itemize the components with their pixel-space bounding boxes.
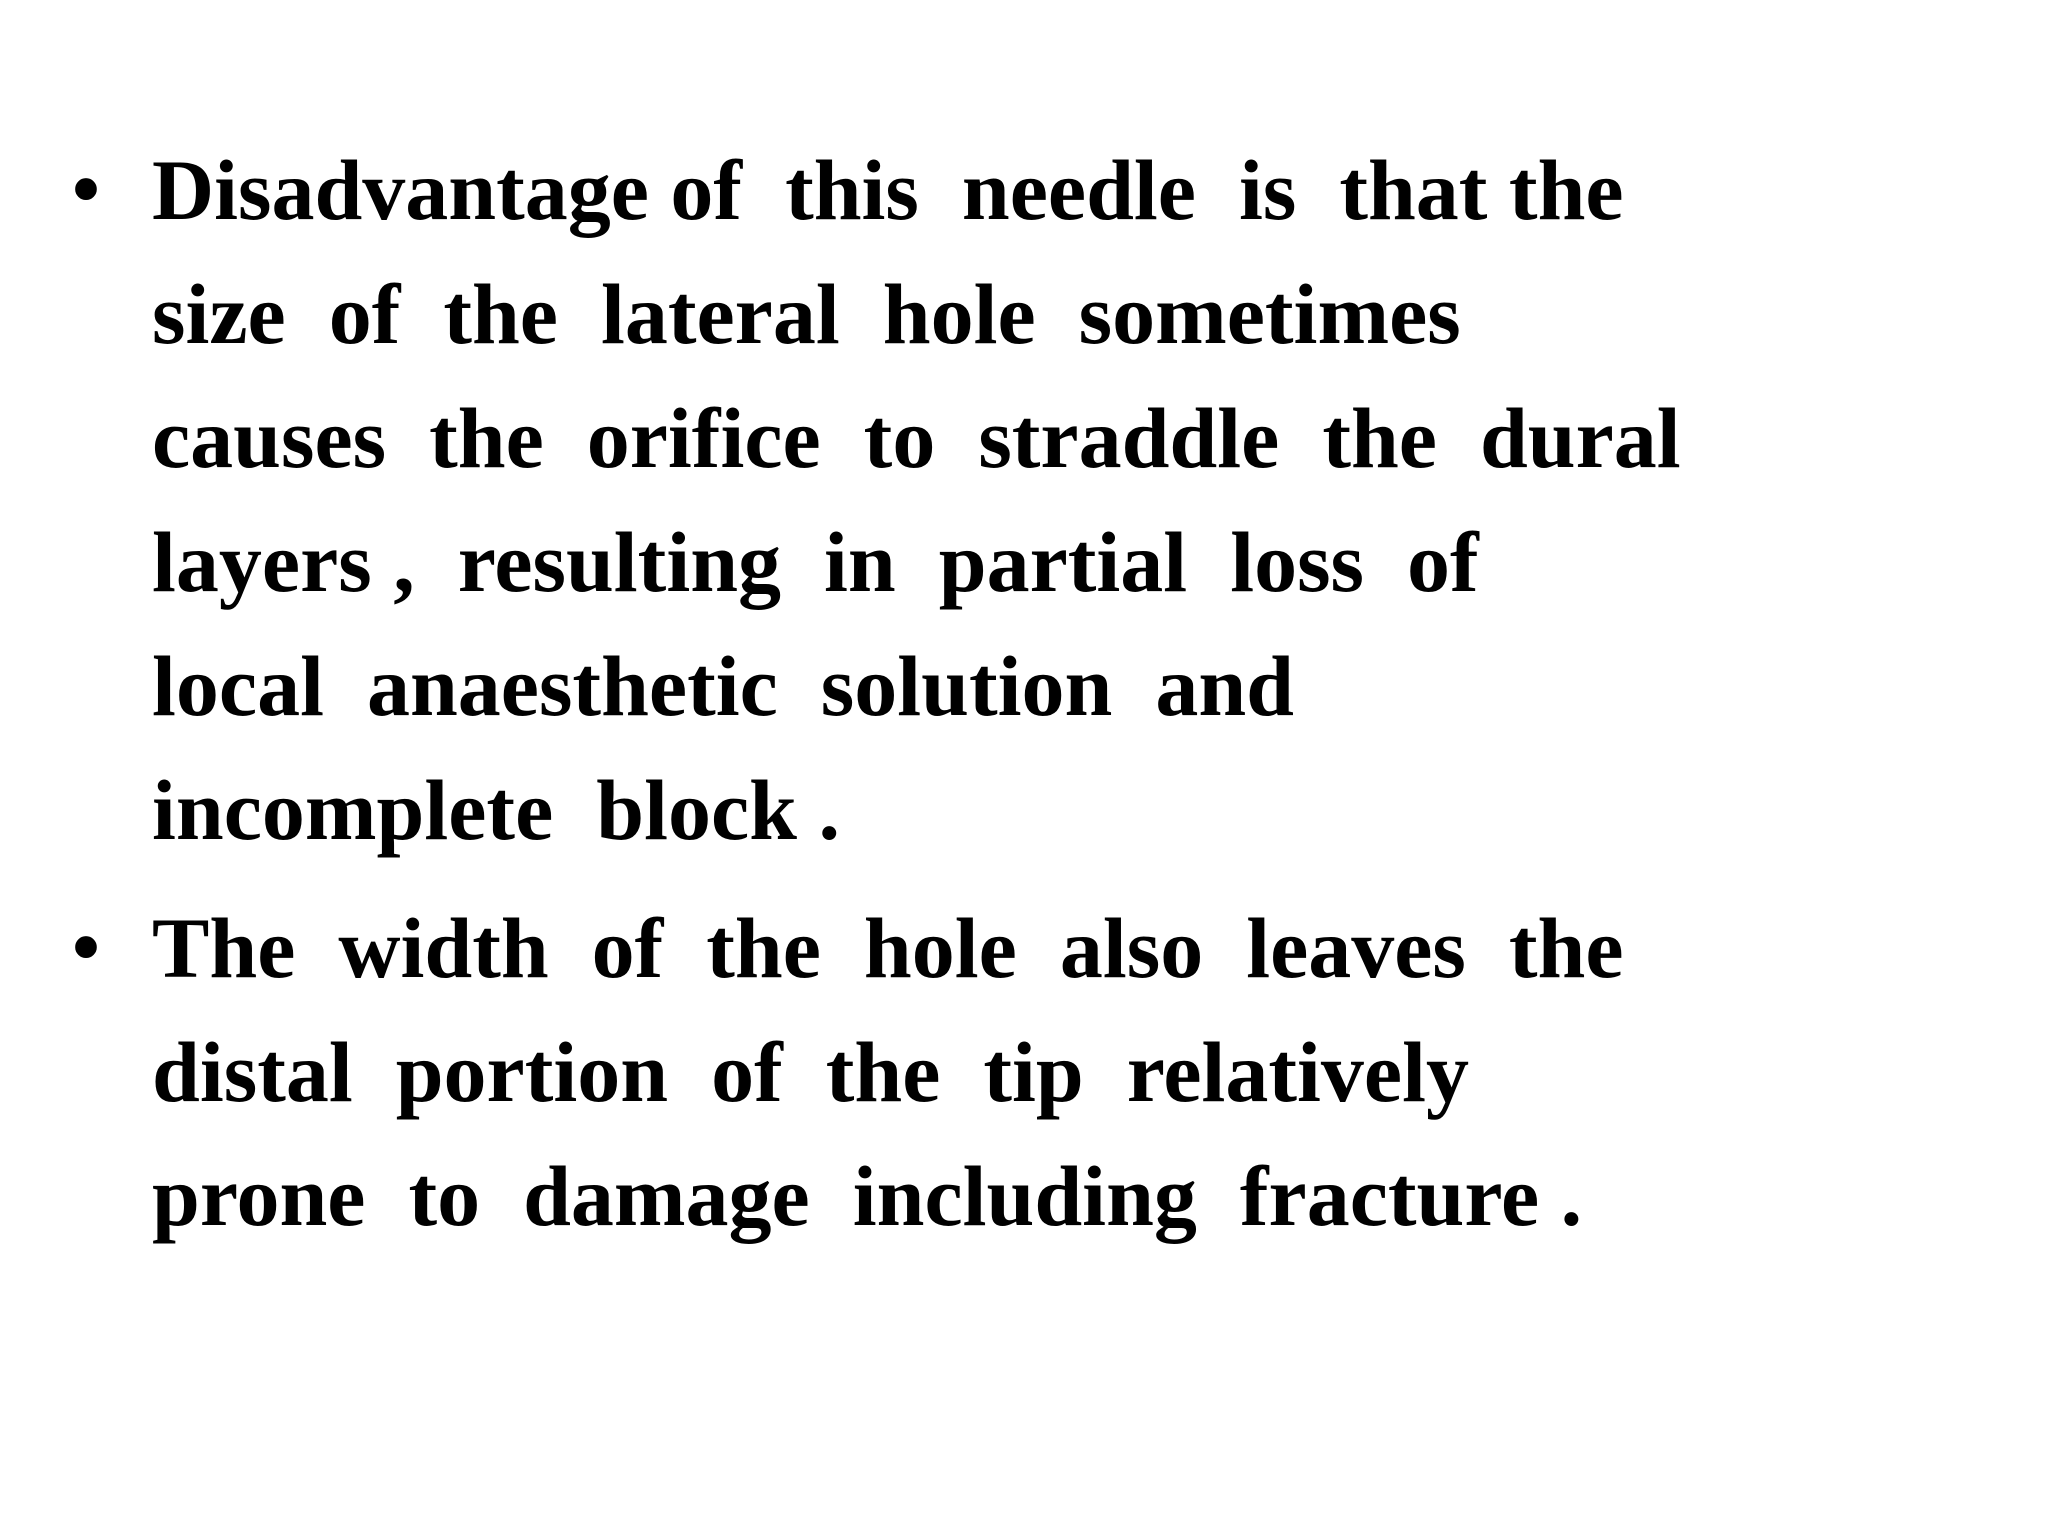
bullet-text-line: Disadvantage of this needle is that the	[152, 142, 1624, 238]
bullet-dot-icon: •	[72, 904, 101, 992]
bullet-text-line: size of the lateral hole sometimes	[152, 266, 1461, 362]
bullet-text-line: local anaesthetic solution and	[152, 638, 1294, 734]
bullet-item	[70, 886, 2000, 1258]
bullet-text-line: incomplete block .	[152, 762, 840, 858]
bullet-item	[70, 128, 2000, 872]
bullet-text-line: The width of the hole also leaves the	[152, 900, 1624, 996]
bullet-text-line: distal portion of the tip relatively	[152, 1024, 1470, 1120]
bullet-text-line: prone to damage including fracture .	[152, 1148, 1583, 1244]
bullet-text-line: layers , resulting in partial loss of	[152, 514, 1479, 610]
bullet-list	[70, 128, 2000, 1272]
bullet-text-line: causes the orifice to straddle the dural	[152, 390, 1681, 486]
bullet-dot-icon: •	[72, 146, 101, 234]
